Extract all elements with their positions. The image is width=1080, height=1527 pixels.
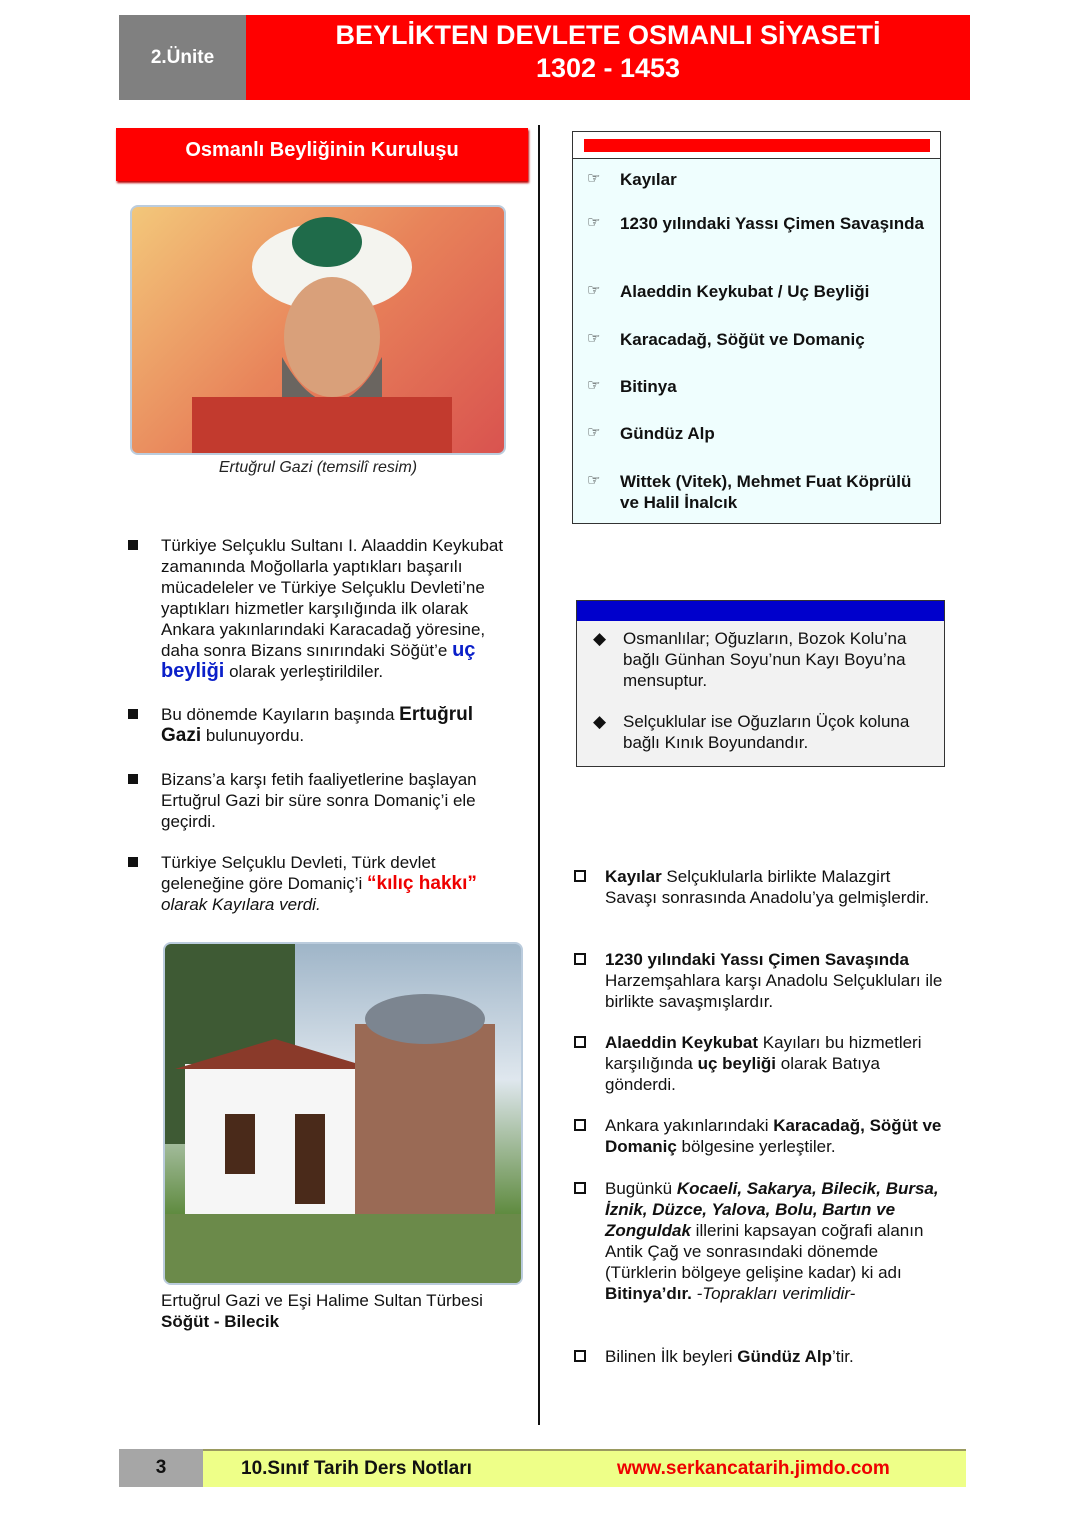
text-segment: bölgesine yerleştiler.: [676, 1137, 836, 1156]
section-title: Osmanlı Beyliğinin Kuruluşu: [116, 128, 528, 181]
title-text: BEYLİKTEN DEVLETE OSMANLI SİYASETİ: [335, 20, 881, 50]
hint-item: [587, 169, 927, 190]
hint-box-header: [573, 132, 940, 159]
square-bullet-icon: [128, 857, 138, 867]
hint-item: [587, 329, 927, 350]
hint-box: [572, 131, 941, 524]
info-text: Osmanlılar; Oğuzların, Bozok Kolu’na bağlı Günhan Soyu’nun Kayı Boyu’na mensuptur.: [623, 629, 907, 690]
bullet-item: [128, 852, 518, 915]
hint-text: Gündüz Alp: [620, 424, 715, 443]
text-segment: Bu dönemde Kayıların başında: [161, 705, 400, 724]
bullet-item: [128, 769, 518, 832]
text-segment: ’tir.: [832, 1347, 854, 1366]
checklist-item: [572, 1178, 947, 1304]
text-segment: Gündüz Alp: [737, 1347, 833, 1366]
checkbox-bullet-icon: [574, 953, 586, 965]
diamond-bullet-icon: ◆: [593, 712, 607, 731]
text-segment: Selçuklularla birlikte Malazgirt Savaşı sonrasında Anadolu’ya gelmişlerdir.: [605, 867, 930, 907]
footer-url: www.serkancatarih.jimdo.com: [617, 1458, 890, 1479]
info-box-header: [577, 601, 944, 621]
text-segment: bulunuyordu.: [201, 726, 305, 745]
pointing-hand-icon: ☞: [587, 330, 601, 347]
tomb-caption: [161, 1290, 531, 1332]
unit-text: 2.Ünite: [150, 46, 215, 68]
hint-text: Bitinya: [620, 377, 677, 396]
checkbox-bullet-icon: [574, 1119, 586, 1131]
pointing-hand-icon: ☞: [587, 424, 601, 441]
square-bullet-icon: [128, 540, 138, 550]
pointing-hand-icon: ☞: [587, 282, 601, 299]
unit-label: [119, 15, 246, 100]
page-title: [246, 15, 970, 100]
text-segment: uç beyliği: [697, 1054, 777, 1073]
text-segment: Ertuğrul Gazi: [161, 704, 474, 746]
bullet-item: [128, 535, 518, 682]
square-bullet-icon: [128, 709, 138, 719]
text-segment: Türkiye Selçuklu Devleti, Türk devlet geleneğine göre Domaniç’i: [161, 853, 436, 893]
pointing-hand-icon: ☞: [587, 170, 601, 187]
footer-bar: [203, 1449, 966, 1487]
text-segment: olarak Kayılara verdi.: [161, 895, 321, 914]
footer-title: 10.Sınıf Tarih Ders Notları: [241, 1458, 472, 1479]
text-segment: Harzemşahlara karşı Anadolu Selçukluları ile birlikte savaşmışlardır.: [605, 971, 943, 1011]
text-segment: Alaeddin Keykubat: [605, 1033, 759, 1052]
hint-text: 1230 yılındaki Yassı Çimen Savaşında: [620, 214, 924, 233]
pointing-hand-icon: ☞: [587, 377, 601, 394]
text-segment: 1230 yılındaki Yassı Çimen Savaşında: [605, 950, 909, 969]
checklist-item: [572, 1032, 947, 1095]
text-segment: Kayıları bu hizmetleri karşılığında: [605, 1033, 922, 1073]
checklist-item: [572, 1346, 947, 1367]
text-segment: Bitinya’dır.: [605, 1284, 692, 1303]
title-years: 1302 - 1453: [535, 53, 681, 83]
hint-item: [587, 423, 927, 444]
red-bar: [584, 139, 930, 152]
checklist-item: [572, 949, 947, 1012]
page-number: 3: [119, 1449, 203, 1487]
text-segment: Karacadağ, Söğüt ve Domaniç: [605, 1116, 942, 1156]
checkbox-bullet-icon: [574, 1036, 586, 1048]
checklist-item: [572, 1115, 947, 1157]
hint-text: Alaeddin Keykubat / Uç Beyliği: [620, 282, 870, 301]
text-segment: “kılıç hakkı”: [367, 873, 477, 894]
info-item: [593, 711, 938, 753]
hint-item: [587, 281, 927, 302]
text-segment: olarak Batıya gönderdi.: [605, 1054, 880, 1094]
checkbox-bullet-icon: [574, 1350, 586, 1362]
checkbox-bullet-icon: [574, 870, 586, 882]
portrait-image: [130, 205, 506, 455]
pointing-hand-icon: ☞: [587, 472, 601, 489]
pointing-hand-icon: ☞: [587, 214, 601, 231]
hint-item: [587, 213, 927, 234]
diamond-bullet-icon: ◆: [593, 629, 607, 648]
info-text: Selçuklular ise Oğuzların Üçok koluna bağlı Kınık Boyundandır.: [623, 712, 910, 752]
text-segment: uç beyliği: [161, 639, 476, 682]
text-segment: olarak yerleştirildiler.: [224, 662, 384, 681]
text-segment: Bilinen İlk beyleri: [605, 1347, 738, 1366]
tomb-caption-text: Ertuğrul Gazi ve Eşi Halime Sultan Türbesi: [161, 1291, 483, 1310]
checklist-item: [572, 866, 947, 908]
portrait-caption: Ertuğrul Gazi (temsilî resim): [218, 459, 418, 476]
hint-text: Kayılar: [620, 170, 677, 189]
tomb-image: [163, 942, 523, 1285]
text-segment: illerini kapsayan coğrafi alanın Antik Çağ ve sonrasındaki dönemde (Türklerin bölgeye gelişine kadar) ki adı: [605, 1221, 924, 1282]
hint-item: [587, 471, 927, 513]
checkbox-bullet-icon: [574, 1182, 586, 1194]
text-segment: Bizans’a karşı fetih faaliyetlerine başlayan Ertuğrul Gazi bir süre sonra Domaniç’i ele geçirdi.: [161, 770, 477, 831]
square-bullet-icon: [128, 774, 138, 784]
text-segment: Kocaeli, Sakarya, Bilecik, Bursa, İznik, Düzce, Yalova, Bolu, Bartın ve Zonguldak: [605, 1179, 939, 1240]
text-segment: Bugünkü: [605, 1179, 677, 1198]
text-segment: Ankara yakınlarındaki: [605, 1116, 774, 1135]
tomb-location: Söğüt - Bilecik: [161, 1312, 280, 1331]
text-segment: Kayılar: [605, 867, 662, 886]
column-divider: [538, 125, 540, 1425]
bullet-item: [128, 704, 518, 746]
info-item: [593, 628, 938, 691]
info-box: [576, 600, 945, 767]
text-segment: -Toprakları verimlidir-: [691, 1284, 856, 1303]
hint-text: Wittek (Vitek), Mehmet Fuat Köprülü ve Halil İnalcık: [620, 472, 912, 512]
hint-item: [587, 376, 927, 397]
text-segment: Türkiye Selçuklu Sultanı I. Alaaddin Keykubat zamanında Moğollarla yaptıkları başarılı mücadeleler ve Türkiye Selçuklu Devleti’ne yaptıkları hizmetler karşılığında ilk olarak Ankara yakınlarındaki Karacadağ yöresine, daha sonra Bizans sınırındaki Söğüt’e: [161, 536, 504, 660]
hint-text: Karacadağ, Söğüt ve Domaniç: [620, 330, 865, 349]
